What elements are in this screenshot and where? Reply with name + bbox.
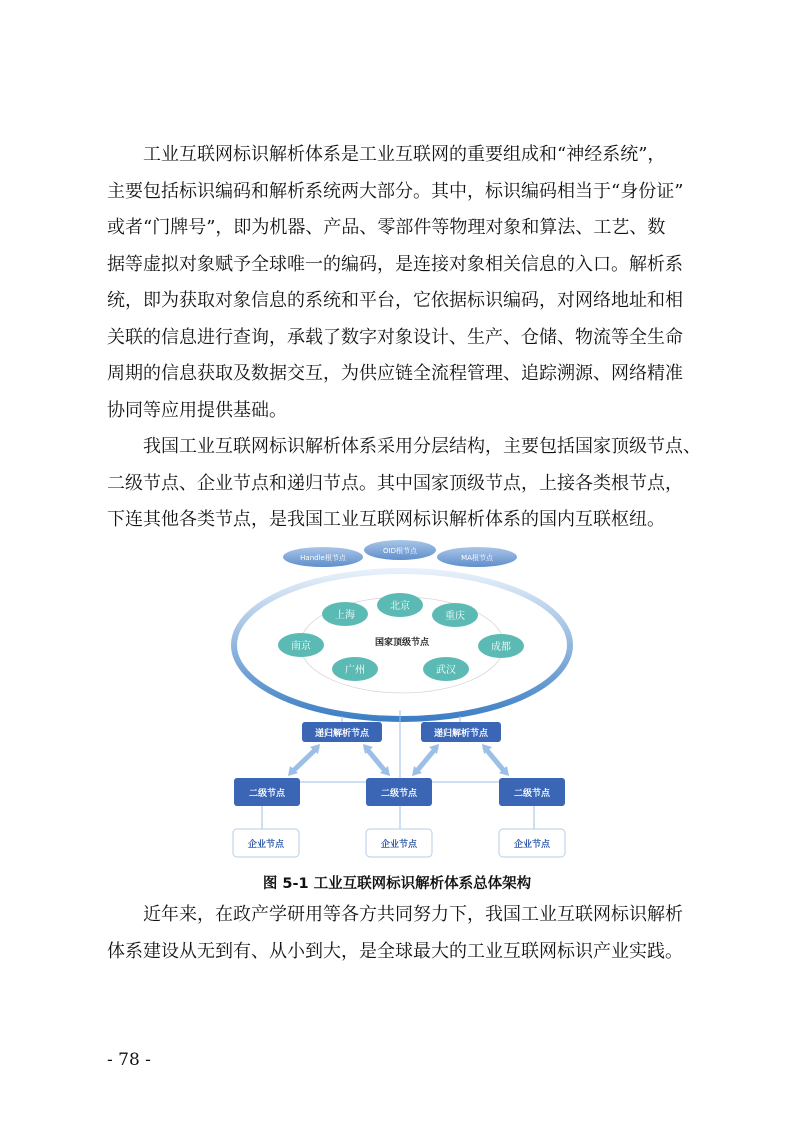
figure-caption: 图 5-1 工业互联网标识解析体系总体架构 — [262, 876, 532, 892]
recursive-node-label: 递归解析节点 — [314, 729, 370, 739]
recursive-node-left — [302, 722, 382, 742]
city-label: 重庆 — [445, 611, 465, 622]
paragraph-3 — [107, 897, 697, 970]
text-line: 二级节点、企业节点和递归节点。其中国家顶级节点，上接各类根节点， — [107, 472, 683, 494]
text-line: 或者“门牌号”，即为机器、产品、零部件等物理对象和算法、工艺、数 — [107, 217, 666, 238]
text-line: 关联的信息进行查询，承载了数字对象设计、生产、仓储、物流等全生命 — [107, 326, 683, 348]
enterprise-node-middle — [366, 829, 432, 857]
text-line: 统，即为获取对象信息的系统和平台，它依据标识编码，对网络地址和相 — [107, 290, 683, 311]
bidirectional-arrows — [292, 748, 505, 772]
secondary-node-label: 二级节点 — [513, 789, 551, 799]
city-node-chengdu — [478, 634, 524, 658]
text-line: 工业互联网标识解析体系是工业互联网的重要组成和“神经系统”， — [143, 144, 666, 165]
city-node-chongqing — [432, 603, 478, 627]
enterprise-node-label: 企业节点 — [513, 840, 551, 850]
city-label: 南京 — [291, 641, 311, 652]
city-label: 北京 — [390, 601, 410, 612]
city-label: 成都 — [491, 642, 511, 653]
paragraph-2 — [107, 429, 701, 539]
text-line: 体系建设从无到有、从小到大，是全球最大的工业互联网标识产业实践。 — [107, 940, 683, 962]
root-node-ma — [437, 547, 517, 567]
root-node-label: MA根节点 — [461, 554, 493, 562]
architecture-diagram — [220, 538, 580, 868]
page-number: - 78 - — [107, 1050, 151, 1070]
city-node-beijing — [377, 593, 423, 617]
text-line: 协同等应用提供基础。 — [107, 399, 287, 421]
enterprise-node-label: 企业节点 — [247, 840, 285, 850]
text-line: 周期的信息获取及数据交互，为供应链全流程管理、追踪溯源、网络精准 — [107, 363, 683, 384]
enterprise-node-label: 企业节点 — [380, 840, 418, 850]
text-line: 我国工业互联网标识解析体系采用分层结构，主要包括国家顶级节点、 — [143, 436, 701, 457]
city-node-wuhan — [423, 657, 469, 681]
root-node-label: OID根节点 — [383, 547, 417, 555]
root-node-label: Handle根节点 — [300, 554, 346, 562]
center-label: 国家顶级节点 — [374, 638, 430, 648]
secondary-node-label: 二级节点 — [248, 789, 286, 799]
city-node-nanjing — [278, 633, 324, 657]
secondary-node-left — [234, 778, 300, 806]
text-line: 近年来，在政产学研用等各方共同努力下，我国工业互联网标识解析 — [143, 904, 683, 925]
city-label: 广州 — [345, 665, 365, 676]
root-node-oid — [364, 540, 436, 560]
arrow-heads — [288, 744, 509, 776]
root-node-handle — [283, 547, 363, 567]
city-label: 武汉 — [436, 665, 456, 676]
city-node-shanghai — [322, 602, 368, 626]
secondary-node-label: 二级节点 — [380, 789, 418, 799]
recursive-node-label: 递归解析节点 — [433, 729, 489, 739]
recursive-node-right — [421, 722, 501, 742]
text-line: 下连其他各类节点，是我国工业互联网标识解析体系的国内互联枢纽。 — [107, 509, 665, 530]
enterprise-node-left — [233, 829, 299, 857]
text-line: 据等虚拟对象赋予全球唯一的编码，是连接对象相关信息的入口。解析系 — [107, 253, 683, 275]
enterprise-node-right — [499, 829, 565, 857]
city-node-guangzhou — [332, 657, 378, 681]
secondary-node-right — [499, 778, 565, 806]
paragraph-1 — [107, 137, 697, 429]
city-label: 上海 — [335, 610, 355, 621]
text-line: 主要包括标识编码和解析系统两大部分。其中，标识编码相当于“身份证” — [107, 180, 684, 202]
secondary-node-middle — [366, 778, 432, 806]
